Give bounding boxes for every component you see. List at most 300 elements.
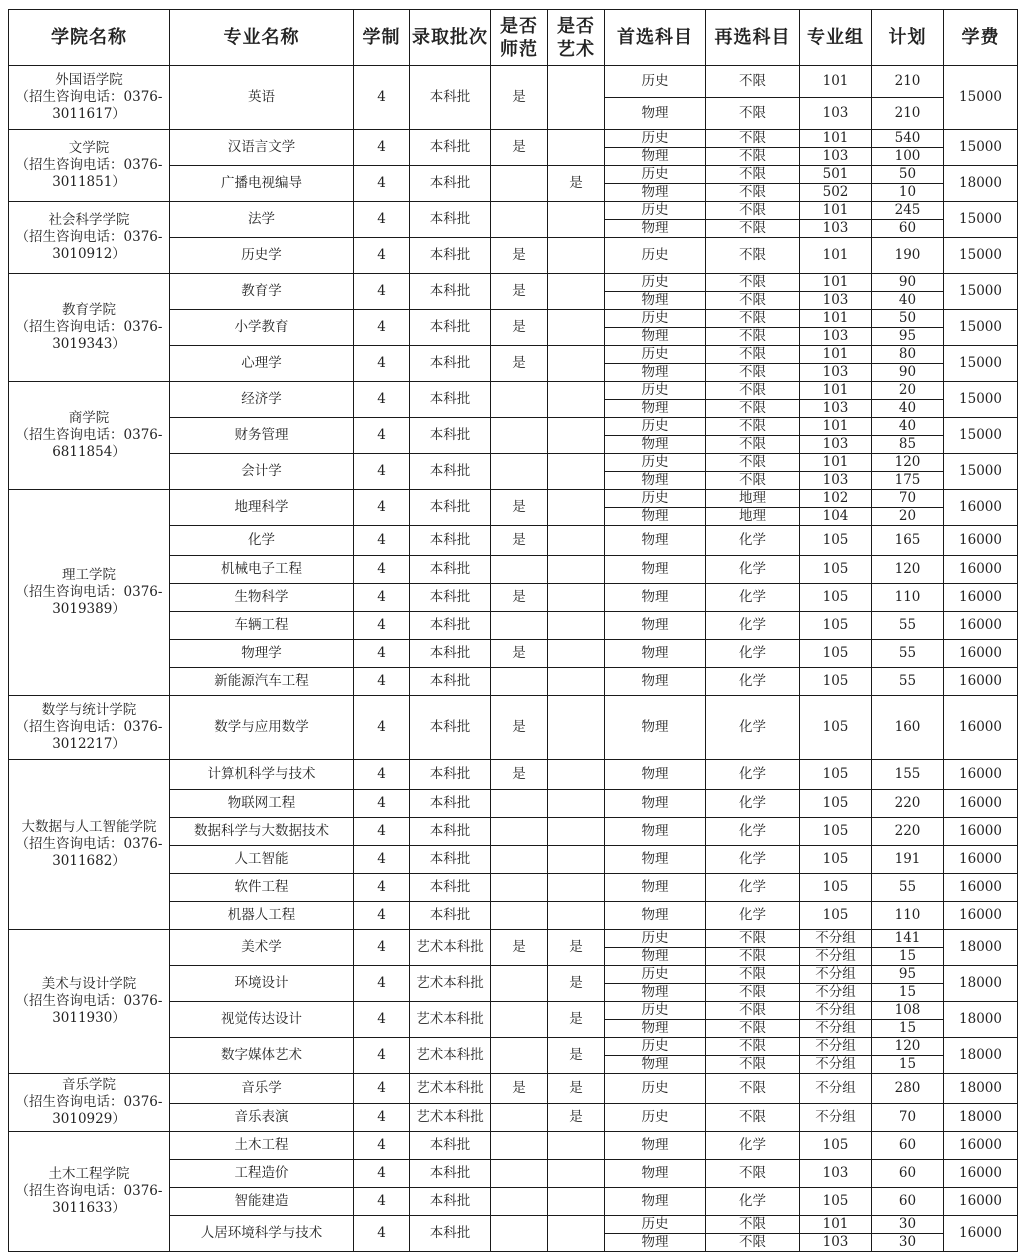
first-subject: 历史	[605, 346, 706, 364]
art-flag	[548, 526, 605, 556]
major-name: 财务管理	[170, 418, 354, 454]
major-name: 会计学	[170, 454, 354, 490]
art-flag	[548, 1216, 605, 1252]
second-subject: 化学	[706, 902, 800, 930]
plan-count: 10	[872, 184, 944, 202]
admission-batch: 本科批	[410, 1188, 491, 1216]
college-cell	[9, 696, 170, 760]
college-cell	[9, 202, 170, 274]
plan-count: 191	[872, 846, 944, 874]
major-group: 103	[800, 1160, 872, 1188]
study-years: 4	[354, 130, 410, 166]
plan-count: 108	[872, 1002, 944, 1020]
admission-batch: 本科批	[410, 846, 491, 874]
college-phone: （招生咨询电话：0376-3011633）	[15, 1183, 163, 1216]
major-group: 101	[800, 454, 872, 472]
second-subject: 不限	[706, 984, 800, 1002]
first-subject: 历史	[605, 966, 706, 984]
table-row	[9, 1132, 1018, 1160]
normal-flag: 是	[491, 238, 548, 274]
plan-count: 70	[872, 490, 944, 508]
first-subject: 历史	[605, 66, 706, 98]
normal-flag: 是	[491, 1074, 548, 1104]
study-years: 4	[354, 640, 410, 668]
study-years: 4	[354, 902, 410, 930]
normal-flag	[491, 668, 548, 696]
study-years: 4	[354, 346, 410, 382]
first-subject: 物理	[605, 984, 706, 1002]
study-years: 4	[354, 668, 410, 696]
normal-flag	[491, 1132, 548, 1160]
table-row	[9, 490, 1018, 508]
major-group: 105	[800, 760, 872, 790]
admission-batch: 本科批	[410, 346, 491, 382]
major-name: 机械电子工程	[170, 556, 354, 584]
first-subject: 物理	[605, 98, 706, 130]
first-subject: 历史	[605, 238, 706, 274]
study-years: 4	[354, 166, 410, 202]
major-group: 101	[800, 346, 872, 364]
second-subject: 不限	[706, 98, 800, 130]
plan-count: 110	[872, 584, 944, 612]
table-header-row	[9, 10, 1018, 66]
plan-count: 50	[872, 310, 944, 328]
admission-batch: 本科批	[410, 640, 491, 668]
major-group: 103	[800, 1234, 872, 1252]
admission-batch: 本科批	[410, 668, 491, 696]
tuition-fee: 18000	[944, 930, 1018, 966]
major-name: 工程造价	[170, 1160, 354, 1188]
plan-count: 245	[872, 202, 944, 220]
normal-flag	[491, 874, 548, 902]
tuition-fee: 16000	[944, 696, 1018, 760]
art-flag: 是	[548, 1074, 605, 1104]
major-group: 不分组	[800, 930, 872, 948]
second-subject: 不限	[706, 274, 800, 292]
normal-flag	[491, 612, 548, 640]
tuition-fee: 15000	[944, 382, 1018, 418]
admission-batch: 本科批	[410, 902, 491, 930]
second-subject: 不限	[706, 148, 800, 166]
art-flag	[548, 454, 605, 490]
major-name: 地理科学	[170, 490, 354, 526]
first-subject: 历史	[605, 1038, 706, 1056]
admission-batch: 艺术本科批	[410, 1038, 491, 1074]
major-group: 502	[800, 184, 872, 202]
major-group: 不分组	[800, 984, 872, 1002]
study-years: 4	[354, 238, 410, 274]
normal-flag: 是	[491, 310, 548, 346]
first-subject: 物理	[605, 1020, 706, 1038]
plan-count: 15	[872, 948, 944, 966]
plan-count: 60	[872, 1160, 944, 1188]
normal-flag	[491, 818, 548, 846]
normal-flag	[491, 166, 548, 202]
study-years: 4	[354, 418, 410, 454]
admission-batch: 本科批	[410, 526, 491, 556]
major-group: 105	[800, 790, 872, 818]
art-flag	[548, 874, 605, 902]
table-row	[9, 1074, 1018, 1104]
study-years: 4	[354, 818, 410, 846]
table-row	[9, 760, 1018, 790]
study-years: 4	[354, 966, 410, 1002]
major-group: 105	[800, 696, 872, 760]
plan-count: 40	[872, 400, 944, 418]
second-subject: 不限	[706, 1074, 800, 1104]
major-group: 105	[800, 1188, 872, 1216]
major-group: 105	[800, 612, 872, 640]
major-name: 音乐表演	[170, 1104, 354, 1132]
study-years: 4	[354, 846, 410, 874]
study-years: 4	[354, 66, 410, 130]
study-years: 4	[354, 526, 410, 556]
major-group: 不分组	[800, 1020, 872, 1038]
second-subject: 不限	[706, 292, 800, 310]
plan-count: 160	[872, 696, 944, 760]
college-phone: （招生咨询电话：0376-3019343）	[15, 319, 163, 352]
admission-batch: 本科批	[410, 66, 491, 130]
major-group: 101	[800, 202, 872, 220]
major-group: 103	[800, 472, 872, 490]
plan-count: 120	[872, 556, 944, 584]
plan-count: 15	[872, 984, 944, 1002]
plan-count: 155	[872, 760, 944, 790]
second-subject: 化学	[706, 696, 800, 760]
study-years: 4	[354, 1216, 410, 1252]
plan-count: 20	[872, 508, 944, 526]
table-body	[9, 66, 1018, 1252]
college-cell	[9, 1074, 170, 1132]
second-subject: 不限	[706, 310, 800, 328]
study-years: 4	[354, 490, 410, 526]
header-first-subject: 首选科目	[605, 10, 706, 66]
normal-flag: 是	[491, 696, 548, 760]
major-group: 105	[800, 874, 872, 902]
art-flag	[548, 612, 605, 640]
tuition-fee: 16000	[944, 760, 1018, 790]
tuition-fee: 16000	[944, 612, 1018, 640]
tuition-fee: 16000	[944, 556, 1018, 584]
second-subject: 不限	[706, 418, 800, 436]
college-name: 数学与统计学院	[41, 702, 137, 718]
major-group: 101	[800, 66, 872, 98]
admission-batch: 本科批	[410, 238, 491, 274]
major-group: 105	[800, 846, 872, 874]
college-name: 社会科学学院	[48, 212, 130, 228]
major-name: 车辆工程	[170, 612, 354, 640]
major-group: 105	[800, 1132, 872, 1160]
first-subject: 历史	[605, 1216, 706, 1234]
major-name: 小学教育	[170, 310, 354, 346]
normal-flag: 是	[491, 130, 548, 166]
major-name: 英语	[170, 66, 354, 130]
tuition-fee: 18000	[944, 1104, 1018, 1132]
normal-flag	[491, 1160, 548, 1188]
art-flag	[548, 1132, 605, 1160]
second-subject: 不限	[706, 966, 800, 984]
college-name: 商学院	[68, 410, 110, 426]
major-name: 物理学	[170, 640, 354, 668]
major-name: 法学	[170, 202, 354, 238]
tuition-fee: 18000	[944, 1002, 1018, 1038]
plan-count: 220	[872, 790, 944, 818]
admission-batch: 本科批	[410, 556, 491, 584]
second-subject: 化学	[706, 556, 800, 584]
plan-count: 190	[872, 238, 944, 274]
normal-flag	[491, 418, 548, 454]
plan-count: 90	[872, 274, 944, 292]
second-subject: 不限	[706, 472, 800, 490]
second-subject: 不限	[706, 66, 800, 98]
first-subject: 物理	[605, 1160, 706, 1188]
major-name: 汉语言文学	[170, 130, 354, 166]
first-subject: 物理	[605, 846, 706, 874]
first-subject: 物理	[605, 292, 706, 310]
major-group: 不分组	[800, 1002, 872, 1020]
major-name: 智能建造	[170, 1188, 354, 1216]
major-group: 101	[800, 310, 872, 328]
major-name: 软件工程	[170, 874, 354, 902]
college-name: 土木工程学院	[48, 1166, 130, 1182]
first-subject: 物理	[605, 1056, 706, 1074]
second-subject: 不限	[706, 1160, 800, 1188]
admission-batch: 艺术本科批	[410, 930, 491, 966]
major-name: 化学	[170, 526, 354, 556]
normal-flag	[491, 1188, 548, 1216]
tuition-fee: 15000	[944, 310, 1018, 346]
plan-count: 15	[872, 1020, 944, 1038]
normal-flag	[491, 1104, 548, 1132]
art-flag	[548, 202, 605, 238]
plan-count: 141	[872, 930, 944, 948]
tuition-fee: 16000	[944, 1188, 1018, 1216]
second-subject: 化学	[706, 874, 800, 902]
study-years: 4	[354, 612, 410, 640]
major-group: 105	[800, 902, 872, 930]
study-years: 4	[354, 790, 410, 818]
first-subject: 历史	[605, 418, 706, 436]
major-name: 人居环境科学与技术	[170, 1216, 354, 1252]
second-subject: 不限	[706, 1002, 800, 1020]
major-group: 不分组	[800, 1104, 872, 1132]
major-name: 机器人工程	[170, 902, 354, 930]
second-subject: 化学	[706, 818, 800, 846]
major-group: 103	[800, 364, 872, 382]
first-subject: 历史	[605, 382, 706, 400]
first-subject: 历史	[605, 454, 706, 472]
major-group: 101	[800, 1216, 872, 1234]
art-flag	[548, 418, 605, 454]
college-phone: （招生咨询电话：0376-3011682）	[15, 836, 163, 869]
major-group: 105	[800, 556, 872, 584]
major-group: 不分组	[800, 966, 872, 984]
second-subject: 化学	[706, 846, 800, 874]
major-name: 土木工程	[170, 1132, 354, 1160]
tuition-fee: 16000	[944, 874, 1018, 902]
college-cell	[9, 130, 170, 202]
normal-flag: 是	[491, 930, 548, 966]
plan-count: 60	[872, 1132, 944, 1160]
first-subject: 物理	[605, 584, 706, 612]
study-years: 4	[354, 1038, 410, 1074]
tuition-fee: 15000	[944, 454, 1018, 490]
major-name: 物联网工程	[170, 790, 354, 818]
second-subject: 不限	[706, 238, 800, 274]
first-subject: 物理	[605, 328, 706, 346]
college-name: 理工学院	[62, 567, 116, 583]
plan-count: 90	[872, 364, 944, 382]
first-subject: 物理	[605, 612, 706, 640]
second-subject: 化学	[706, 584, 800, 612]
major-name: 广播电视编导	[170, 166, 354, 202]
plan-count: 210	[872, 98, 944, 130]
college-name: 大数据与人工智能学院	[21, 819, 157, 835]
table-row	[9, 66, 1018, 98]
normal-flag: 是	[491, 346, 548, 382]
art-flag	[548, 902, 605, 930]
major-group: 103	[800, 328, 872, 346]
first-subject: 物理	[605, 556, 706, 584]
college-phone: （招生咨询电话：0376-6811854）	[15, 427, 163, 460]
art-flag: 是	[548, 930, 605, 966]
college-phone: （招生咨询电话：0376-3011617）	[15, 89, 163, 122]
major-group: 103	[800, 400, 872, 418]
admission-batch: 本科批	[410, 130, 491, 166]
plan-count: 165	[872, 526, 944, 556]
second-subject: 不限	[706, 1104, 800, 1132]
tuition-fee: 15000	[944, 274, 1018, 310]
plan-count: 55	[872, 874, 944, 902]
second-subject: 不限	[706, 1216, 800, 1234]
first-subject: 历史	[605, 1074, 706, 1104]
first-subject: 历史	[605, 274, 706, 292]
major-group: 103	[800, 148, 872, 166]
normal-flag	[491, 846, 548, 874]
art-flag	[548, 640, 605, 668]
header-fee: 学费	[944, 10, 1018, 66]
college-cell	[9, 274, 170, 382]
plan-count: 40	[872, 292, 944, 310]
first-subject: 物理	[605, 1188, 706, 1216]
major-group: 105	[800, 526, 872, 556]
admission-batch: 本科批	[410, 874, 491, 902]
second-subject: 地理	[706, 508, 800, 526]
tuition-fee: 18000	[944, 1038, 1018, 1074]
major-group: 不分组	[800, 1074, 872, 1104]
normal-flag	[491, 1038, 548, 1074]
first-subject: 物理	[605, 184, 706, 202]
first-subject: 物理	[605, 508, 706, 526]
college-name: 教育学院	[62, 302, 116, 318]
study-years: 4	[354, 1188, 410, 1216]
plan-count: 20	[872, 382, 944, 400]
admission-batch: 艺术本科批	[410, 1074, 491, 1104]
first-subject: 物理	[605, 220, 706, 238]
first-subject: 历史	[605, 310, 706, 328]
study-years: 4	[354, 874, 410, 902]
second-subject: 化学	[706, 668, 800, 696]
first-subject: 物理	[605, 874, 706, 902]
plan-count: 55	[872, 668, 944, 696]
admission-batch: 本科批	[410, 454, 491, 490]
study-years: 4	[354, 382, 410, 418]
admission-batch: 本科批	[410, 818, 491, 846]
second-subject: 不限	[706, 382, 800, 400]
header-art: 是否艺术	[548, 10, 605, 66]
study-years: 4	[354, 556, 410, 584]
tuition-fee: 16000	[944, 1216, 1018, 1252]
first-subject: 历史	[605, 130, 706, 148]
art-flag	[548, 846, 605, 874]
major-name: 经济学	[170, 382, 354, 418]
art-flag	[548, 696, 605, 760]
plan-count: 15	[872, 1056, 944, 1074]
first-subject: 历史	[605, 1002, 706, 1020]
study-years: 4	[354, 1002, 410, 1038]
study-years: 4	[354, 454, 410, 490]
college-phone: （招生咨询电话：0376-3010929）	[15, 1094, 163, 1127]
major-group: 102	[800, 490, 872, 508]
admission-batch: 本科批	[410, 202, 491, 238]
second-subject: 化学	[706, 790, 800, 818]
first-subject: 历史	[605, 490, 706, 508]
college-cell	[9, 760, 170, 930]
admission-batch: 本科批	[410, 382, 491, 418]
normal-flag	[491, 966, 548, 1002]
first-subject: 历史	[605, 202, 706, 220]
normal-flag: 是	[491, 66, 548, 130]
normal-flag	[491, 454, 548, 490]
second-subject: 不限	[706, 1056, 800, 1074]
major-group: 104	[800, 508, 872, 526]
admission-batch: 本科批	[410, 166, 491, 202]
major-name: 人工智能	[170, 846, 354, 874]
tuition-fee: 16000	[944, 668, 1018, 696]
major-group: 不分组	[800, 1038, 872, 1056]
plan-count: 70	[872, 1104, 944, 1132]
second-subject: 不限	[706, 948, 800, 966]
normal-flag	[491, 1216, 548, 1252]
art-flag	[548, 490, 605, 526]
college-cell	[9, 930, 170, 1074]
tuition-fee: 18000	[944, 166, 1018, 202]
plan-count: 220	[872, 818, 944, 846]
tuition-fee: 16000	[944, 1132, 1018, 1160]
art-flag: 是	[548, 1104, 605, 1132]
admission-batch: 本科批	[410, 760, 491, 790]
first-subject: 物理	[605, 1132, 706, 1160]
second-subject: 不限	[706, 436, 800, 454]
admission-batch: 艺术本科批	[410, 1104, 491, 1132]
second-subject: 不限	[706, 454, 800, 472]
first-subject: 物理	[605, 668, 706, 696]
second-subject: 不限	[706, 346, 800, 364]
first-subject: 物理	[605, 818, 706, 846]
study-years: 4	[354, 274, 410, 310]
college-name: 外国语学院	[55, 72, 123, 88]
plan-count: 120	[872, 454, 944, 472]
tuition-fee: 16000	[944, 818, 1018, 846]
first-subject: 物理	[605, 696, 706, 760]
major-group: 103	[800, 292, 872, 310]
art-flag: 是	[548, 166, 605, 202]
header-second-subject: 再选科目	[706, 10, 800, 66]
table-row	[9, 382, 1018, 400]
major-group: 105	[800, 668, 872, 696]
plan-count: 30	[872, 1216, 944, 1234]
plan-count: 210	[872, 66, 944, 98]
